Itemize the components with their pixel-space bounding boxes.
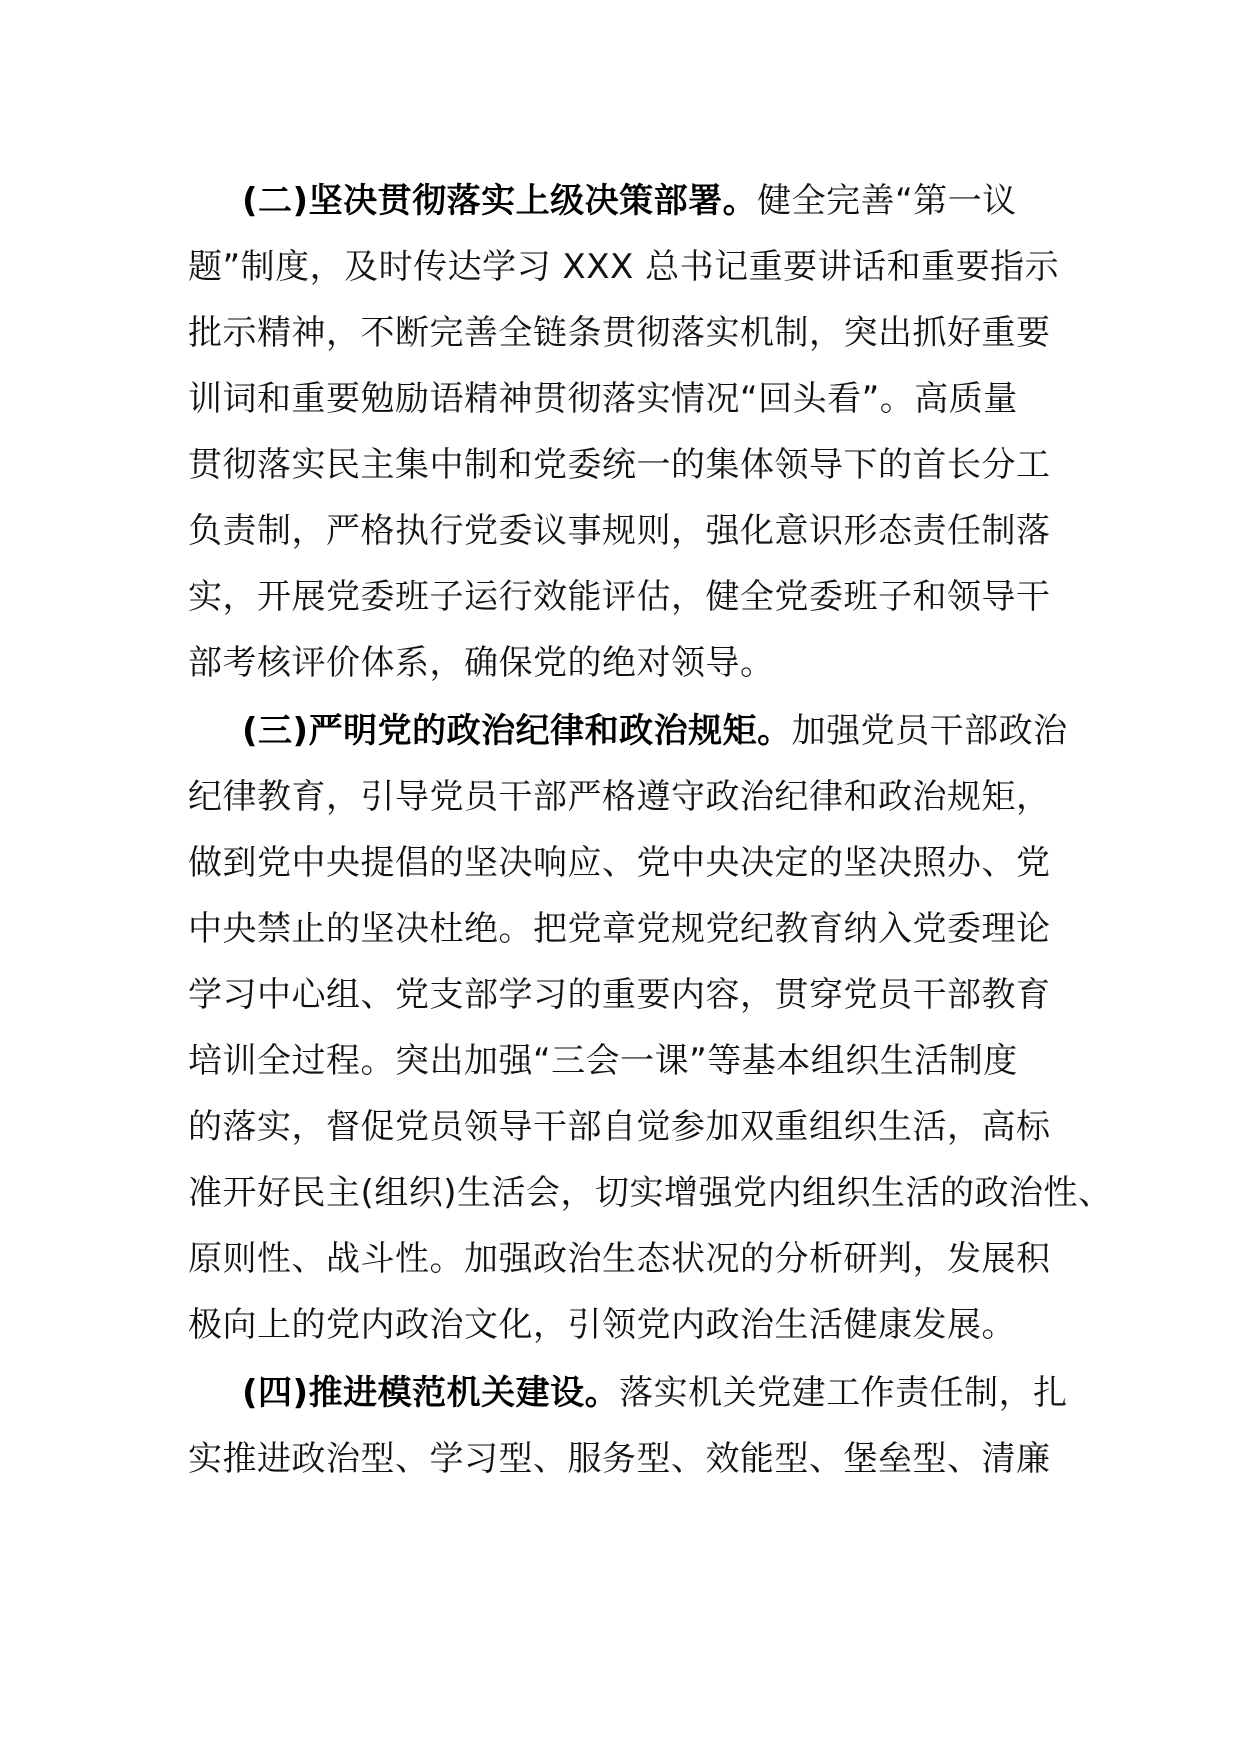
paragraph-line: 做到党中央提倡的坚决响应、党中央决定的坚决照办、党 (188, 843, 1051, 883)
paragraph-line: 的落实，督促党员领导干部自觉参加双重组织生活，高标 (188, 1107, 1051, 1147)
paragraph-line: 原则性、战斗性。加强政治生态状况的分析研判，发展积 (188, 1239, 1051, 1279)
paragraph-line (188, 1360, 1088, 1426)
line-text: 落实机关党建工作责任制，扎 (619, 1373, 1068, 1413)
paragraph-line: 中央禁止的坚决杜绝。把党章党规党纪教育纳入党委理论 (188, 909, 1051, 949)
paragraph-line (188, 168, 1088, 234)
paragraph-line: 实推进政治型、学习型、服务型、效能型、堡垒型、清廉 (188, 1439, 1051, 1479)
paragraph-line: 部考核评价体系，确保党的绝对领导。 (188, 643, 775, 683)
paragraph-line: 实，开展党委班子运行效能评估，健全党委班子和领导干 (188, 577, 1051, 617)
paragraph-line: 准开好民主(组织)生活会，切实增强党内组织生活的政治性、 (188, 1173, 1113, 1213)
section-heading: (三)严明党的政治纪律和政治规矩。 (242, 711, 792, 751)
section-heading: (四)推进模范机关建设。 (242, 1373, 620, 1413)
paragraph-line: 题”制度，及时传达学习 XXX 总书记重要讲话和重要指示 (188, 247, 1060, 287)
paragraph-line (188, 698, 1088, 764)
document-body (188, 168, 1113, 1492)
paragraph-line: 培训全过程。突出加强“三会一课”等基本组织生活制度 (188, 1041, 1018, 1081)
section-heading: (二)坚决贯彻落实上级决策部署。 (242, 181, 758, 221)
paragraph-line: 纪律教育，引导党员干部严格遵守政治纪律和政治规矩， (188, 777, 1051, 817)
paragraph-line: 批示精神，不断完善全链条贯彻落实机制，突出抓好重要 (188, 313, 1051, 353)
paragraph-line: 训词和重要勉励语精神贯彻落实情况“回头看”。高质量 (188, 379, 1018, 419)
paragraph-line: 极向上的党内政治文化，引领党内政治生活健康发展。 (188, 1305, 1016, 1345)
paragraph-line: 学习中心组、党支部学习的重要内容，贯穿党员干部教育 (188, 975, 1051, 1015)
paragraph-line: 负责制，严格执行党委议事规则，强化意识形态责任制落 (188, 511, 1051, 551)
section-3 (188, 698, 1113, 1358)
section-2 (188, 168, 1088, 696)
paragraph-line: 贯彻落实民主集中制和党委统一的集体领导下的首长分工 (188, 445, 1051, 485)
line-text: 健全完善“第一议 (757, 181, 1017, 221)
line-text: 加强党员干部政治 (791, 711, 1068, 751)
section-4 (188, 1360, 1088, 1492)
